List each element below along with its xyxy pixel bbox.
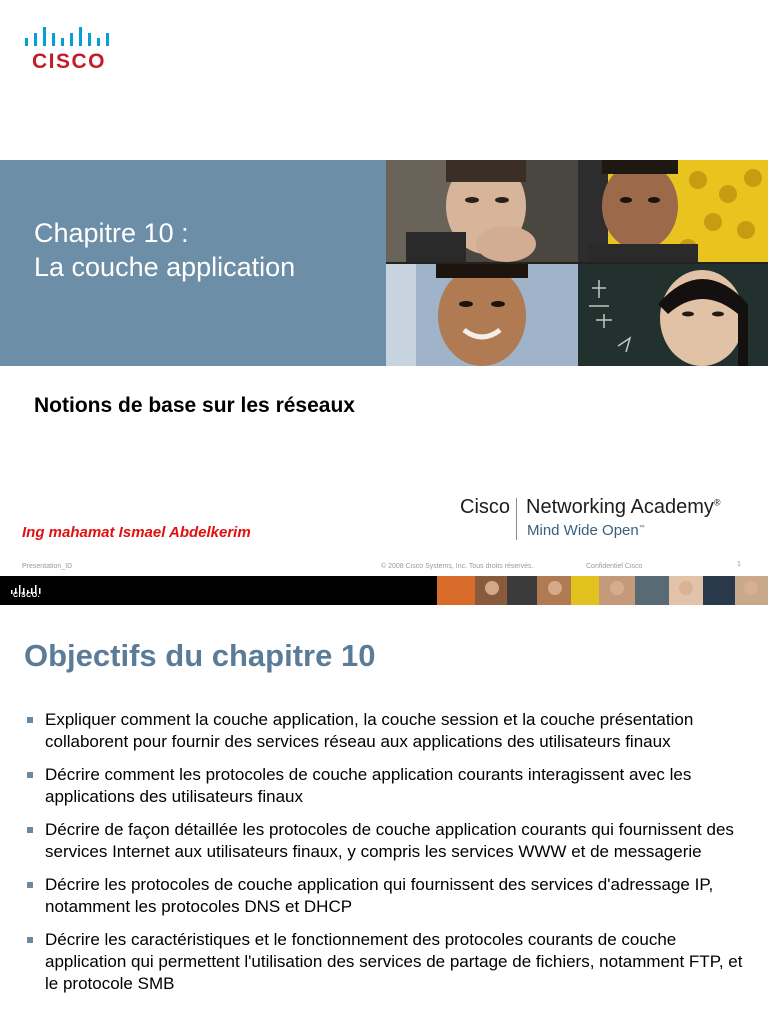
cisco-bars-logo-icon <box>22 24 118 50</box>
footer-copyright: © 2008 Cisco Systems, Inc. Tous droits réservés. <box>381 563 534 570</box>
list-item: Décrire comment les protocoles de couche application courants interagissent avec les applications des utilisateurs finaux <box>26 764 756 808</box>
author-name: Ing mahamat Ismael Abdelkerim <box>22 524 251 541</box>
academy-name-group <box>526 496 721 519</box>
academy-separator <box>516 498 517 540</box>
course-subtitle: Notions de base sur les réseaux <box>34 394 355 417</box>
title-banner <box>0 160 386 366</box>
list-item: Expliquer comment la couche application, la couche session et la couche présentation collaborent pour fournir des services réseau aux applications des utilisateurs finaux <box>26 709 756 753</box>
footer-page-number: 1 <box>737 561 741 568</box>
mini-logo-wordmark: CISCO. <box>13 592 41 599</box>
photo-smiling-man <box>386 264 578 366</box>
footer-confidential: Confidentiel Cisco <box>586 563 643 570</box>
chapter-title-line2: La couche application <box>34 252 296 282</box>
photo-collage <box>386 160 768 366</box>
header-photo-strip <box>437 576 768 605</box>
academy-name: Networking Academy <box>526 496 714 518</box>
slide-header-bar <box>0 576 768 605</box>
photo-thinking-man <box>386 160 578 262</box>
objectives-list <box>26 709 756 1006</box>
networking-academy-logo <box>460 496 760 546</box>
list-item: Décrire les protocoles de couche application qui fournissent des services d'adressage IP, notamment les protocoles DNS et DHCP <box>26 874 756 918</box>
chapter-title <box>34 216 295 284</box>
cisco-logo <box>22 24 118 74</box>
trademark-mark: ™ <box>638 525 645 531</box>
footer-presentation-id: Presentation_ID <box>22 563 73 570</box>
chapter-title-line1: Chapitre 10 : <box>34 218 189 248</box>
photo-young-woman <box>578 264 768 366</box>
mini-cisco-logo <box>10 582 46 602</box>
academy-brand: Cisco <box>460 496 511 518</box>
logo-wordmark: CISCO <box>32 50 107 73</box>
academy-tagline-group <box>527 522 645 539</box>
academy-tagline: Mind Wide Open <box>527 522 639 539</box>
registered-mark: ® <box>713 497 721 508</box>
objectives-slide <box>0 576 768 1024</box>
list-item: Décrire de façon détaillée les protocoles de couche application courants qui fournissent des services Internet aux utilisateurs finaux, y compris les services WWW et de messagerie <box>26 819 756 863</box>
list-item: Décrire les caractéristiques et le fonctionnement des protocoles courants de couche application qui permettent l'utilisation des services de partage de fichiers, notamment FTP, et le protocole SMB <box>26 929 756 995</box>
photo-young-man <box>578 160 768 262</box>
slide-heading: Objectifs du chapitre 10 <box>24 638 376 673</box>
